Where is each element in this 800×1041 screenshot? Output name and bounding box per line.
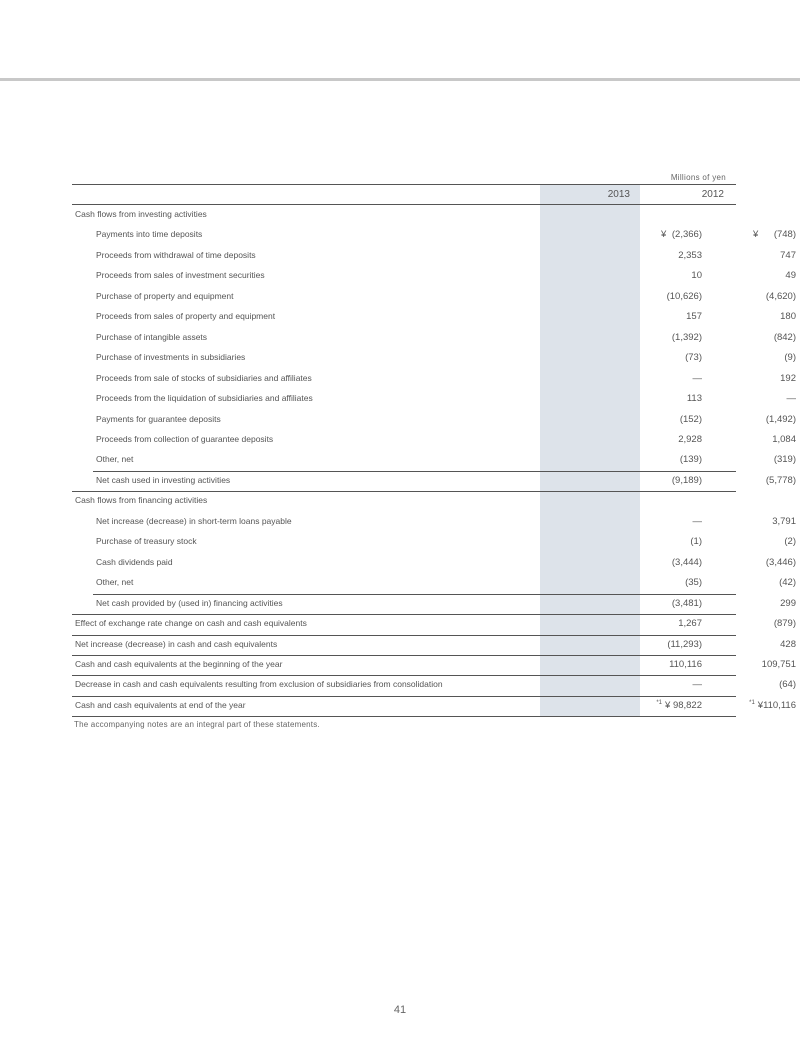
row-label: Proceeds from collection of guarantee deposits	[96, 433, 274, 444]
value-2013	[612, 454, 702, 465]
value-2013	[612, 659, 702, 670]
value-2013	[612, 679, 702, 690]
value-2013	[612, 373, 702, 384]
yen-symbol: ¥	[661, 229, 667, 241]
ending-balance-row	[72, 696, 796, 716]
value-2013-text: 157	[686, 311, 702, 323]
table-row	[72, 369, 796, 389]
value-2012	[712, 454, 796, 465]
value-2013-text: (10,626)	[666, 290, 702, 302]
section-total-row	[72, 471, 796, 491]
value-2013	[612, 332, 702, 343]
yen-symbol: ¥	[753, 229, 759, 241]
summary-row	[72, 675, 796, 695]
value-2013	[612, 618, 702, 629]
value-2012-text: —	[786, 393, 796, 404]
value-2012	[712, 659, 796, 670]
value-2012-text: (879)	[773, 618, 796, 629]
value-2013-text: 1,267	[678, 618, 702, 629]
value-2013-text: —	[692, 679, 702, 691]
table-row	[72, 532, 796, 552]
table-row	[72, 287, 796, 307]
value-2012-text: 1,084	[772, 433, 796, 445]
table-row	[72, 573, 796, 593]
value-2013-text: 2,928	[678, 433, 702, 445]
row-label: Payments for guarantee deposits	[96, 413, 221, 424]
value-2013	[612, 639, 702, 650]
value-2012-text: (1,492)	[765, 413, 796, 425]
row-label: Decrease in cash and cash equivalents resulting from exclusion of subsidiaries from consolidation	[75, 679, 443, 690]
summary-row	[72, 614, 796, 634]
value-2012	[712, 639, 796, 650]
value-2013	[612, 700, 702, 711]
value-2013	[612, 414, 702, 425]
top-divider	[0, 78, 800, 81]
section-total-row	[72, 594, 796, 614]
value-2012-text: (4,620)	[765, 290, 796, 302]
value-2012	[712, 291, 796, 302]
value-2012-text: (3,446)	[765, 556, 796, 568]
value-2012	[712, 577, 796, 588]
value-2013	[612, 311, 702, 322]
value-2012	[712, 536, 796, 547]
table-row	[72, 328, 796, 348]
value-2013-text: (35)	[685, 577, 702, 589]
value-2012-text: 747	[780, 249, 796, 261]
row-label: Proceeds from the liquidation of subsidiaries and affiliates	[96, 393, 313, 403]
summary-row	[72, 635, 796, 655]
value-2013	[612, 250, 702, 261]
column-header-2012: 2012	[701, 189, 724, 200]
row-label: Cash flows from investing activities	[75, 209, 207, 219]
value-2012	[712, 618, 796, 629]
table-row	[72, 389, 796, 409]
value-2013	[612, 516, 702, 527]
row-label: Net increase (decrease) in cash and cash equivalents	[75, 638, 278, 649]
row-label: Purchase of property and equipment	[96, 290, 234, 301]
row-label: Cash dividends paid	[96, 556, 173, 567]
value-2012-text: 109,751	[761, 658, 796, 670]
value-2013-text: (11,293)	[667, 638, 702, 650]
row-label: Cash flows from financing activities	[75, 495, 208, 506]
row-label: Other, net	[96, 577, 134, 588]
value-2013	[612, 270, 702, 281]
value-2013-text: 110,116	[669, 658, 702, 670]
table-row	[72, 246, 796, 266]
value-2013-text: (1,392)	[671, 331, 702, 343]
value-2012	[712, 414, 796, 425]
row-label: Cash and cash equivalents at the beginning of the year	[75, 658, 283, 669]
value-2013	[612, 291, 702, 302]
row-label: Effect of exchange rate change on cash and cash equivalents	[75, 618, 307, 628]
value-2012-text: (748)	[773, 229, 796, 241]
unit-label: Millions of yen	[670, 173, 726, 182]
row-label: Other, net	[96, 454, 134, 465]
value-2013-text: (139)	[679, 454, 702, 466]
value-2013-text: —	[692, 515, 702, 527]
value-2012	[712, 516, 796, 527]
summary-row	[72, 655, 796, 675]
table-row	[72, 348, 796, 368]
value-2013-text: —	[692, 372, 702, 384]
value-2013	[612, 434, 702, 445]
value-2012	[712, 332, 796, 343]
value-2013	[612, 577, 702, 588]
value-2012-text: (2)	[784, 536, 796, 548]
table-row	[72, 450, 796, 470]
value-2012	[712, 373, 796, 384]
value-2012-text: 180	[780, 311, 796, 323]
value-2013-text: (3,444)	[671, 556, 702, 568]
footnote-mark: *1	[656, 699, 663, 706]
value-2012	[712, 679, 796, 690]
table-bottom-rule	[72, 716, 736, 717]
value-2013-text: (1)	[690, 536, 702, 548]
value-2012	[712, 598, 796, 609]
value-2012-text: (319)	[773, 454, 796, 466]
table-row	[72, 430, 796, 450]
value-2012	[712, 475, 796, 486]
value-2013-text: (2,366)	[671, 229, 702, 241]
value-2013-text: 2,353	[678, 249, 702, 261]
row-label: Proceeds from sales of investment securities	[96, 270, 265, 281]
value-2013-text: (152)	[679, 413, 702, 425]
header-top-rule	[72, 184, 736, 185]
row-label: Cash and cash equivalents at end of the year	[75, 699, 246, 710]
value-2013-text: 113	[686, 393, 702, 404]
table-row	[72, 225, 796, 245]
value-2013-text: ¥ 98,822	[665, 699, 702, 711]
row-label: Proceeds from sale of stocks of subsidiaries and affiliates	[96, 372, 312, 383]
value-2012	[712, 700, 796, 711]
value-2012-text: 428	[780, 638, 796, 650]
value-2012-text: (42)	[779, 577, 796, 589]
value-2013	[612, 393, 702, 404]
value-2012	[712, 250, 796, 261]
row-label: Net increase (decrease) in short-term loans payable	[96, 515, 292, 526]
value-2013	[612, 557, 702, 568]
table-row	[72, 512, 796, 532]
column-header-2013: 2013	[607, 189, 630, 200]
row-label: Proceeds from sales of property and equipment	[96, 311, 276, 322]
value-2012-text: ¥110,116	[757, 699, 796, 711]
value-2013-text: (9,189)	[671, 474, 702, 486]
statement-note: The accompanying notes are an integral part of these statements.	[74, 720, 320, 729]
value-2013-text: 10	[691, 270, 702, 282]
value-2012	[712, 393, 796, 404]
value-2013-text: (3,481)	[671, 597, 702, 609]
table-row	[72, 553, 796, 573]
row-label: Purchase of investments in subsidiaries	[96, 352, 246, 363]
table-row	[72, 410, 796, 430]
value-2012-text: (9)	[784, 352, 796, 364]
value-2012	[712, 557, 796, 568]
row-label: Purchase of intangible assets	[96, 331, 208, 342]
section-heading	[72, 491, 736, 511]
value-2013	[612, 598, 702, 609]
value-2012	[712, 311, 796, 322]
footnote-mark: *1	[749, 699, 755, 706]
table-row	[72, 307, 796, 327]
value-2012-text: 299	[780, 597, 796, 609]
value-2012-text: 192	[780, 372, 796, 384]
value-2012-text: 49	[785, 270, 796, 282]
value-2012	[712, 229, 796, 240]
row-label: Payments into time deposits	[96, 229, 203, 240]
section-heading	[72, 205, 736, 225]
value-2012-text: (842)	[773, 331, 796, 343]
value-2012	[712, 434, 796, 445]
value-2012	[712, 352, 796, 363]
row-label: Net cash used in investing activities	[96, 474, 231, 485]
value-2012-text: (5,778)	[765, 474, 796, 486]
row-label: Net cash provided by (used in) financing activities	[96, 597, 283, 608]
value-2013	[612, 536, 702, 547]
value-2013	[612, 352, 702, 363]
row-label: Proceeds from withdrawal of time deposits	[96, 249, 256, 260]
value-2013	[612, 475, 702, 486]
value-2012	[712, 270, 796, 281]
value-2013	[612, 229, 702, 240]
value-2013-text: (73)	[685, 352, 702, 364]
value-2012-text: (64)	[779, 679, 796, 691]
page-number: 41	[393, 1004, 407, 1016]
table-row	[72, 266, 796, 286]
row-label: Purchase of treasury stock	[96, 536, 197, 547]
value-2012-text: 3,791	[772, 515, 796, 527]
